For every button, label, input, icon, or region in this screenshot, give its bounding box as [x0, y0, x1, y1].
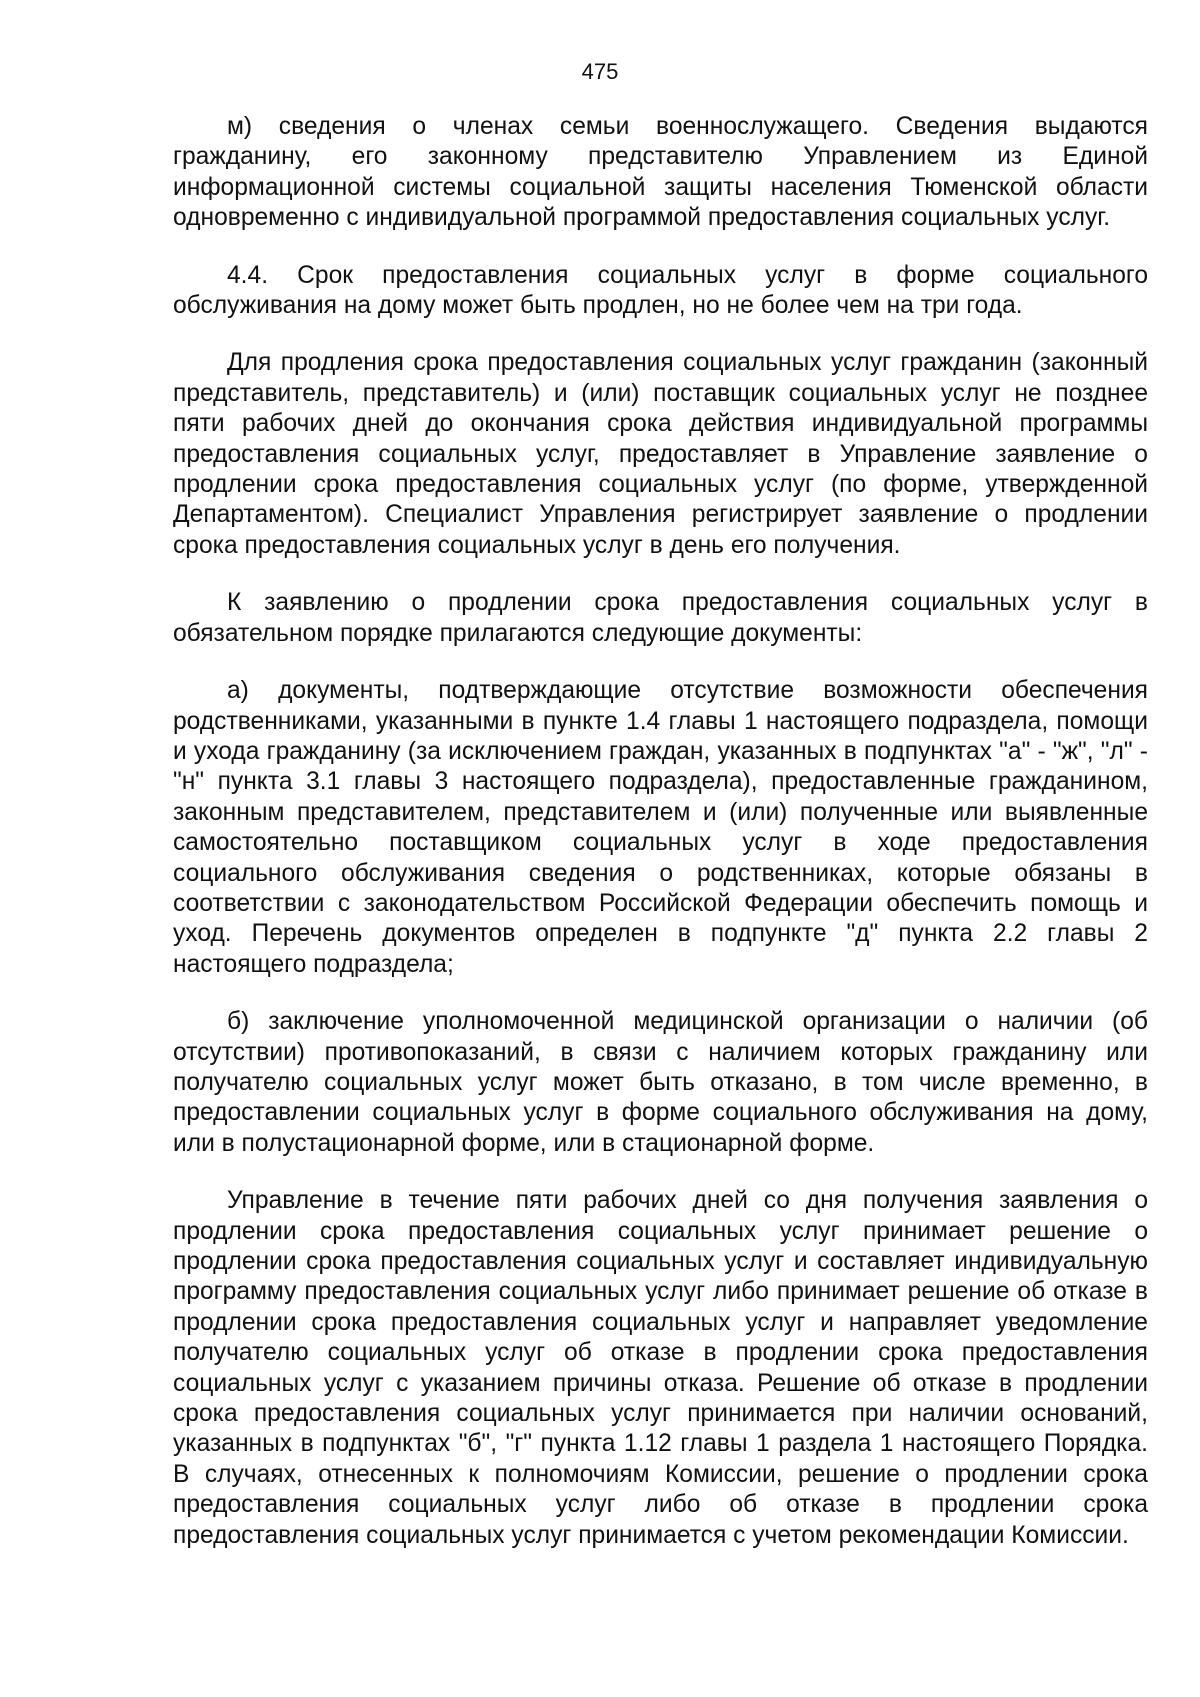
page-number: 475 [581, 59, 619, 84]
paragraph-document-b: б) заключение уполномоченной медицинской организации о наличии (об отсутствии) противопоказаний, в связи с наличием которых гражданину или получателю социальных услуг может быть отказано, в том числе временно, в предоставлении социальных услуг в форме социального обслуживания на дому, или в полустационарной форме, или в стационарной форме. [173, 1008, 1148, 1157]
paragraph-decision-procedure: Управление в течение пяти рабочих дней со дня получения заявления о продлении срока предоставления социальных услуг принимает решение о продлении срока предоставления социальных услуг и составляет индивидуальную программу предоставления социальных услуг либо принимает решение об отказе в продлении срока предоставления социальных услуг и направляет уведомление получателю социальных услуг об отказе в продлении срока предоставления социальных услуг с указанием причины отказа. Решение об отказе в продлении срока предоставления социальных услуг принимается при наличии оснований, указанных в подпунктах "б", "г" пункта 1.12 главы 1 раздела 1 настоящего Порядка. В случаях, отнесенных к полномочиям Комиссии, решение о продлении срока предоставления социальных услуг либо об отказе в продлении срока предоставления социальных услуг принимается с учетом рекомендации Комиссии. [173, 1187, 1148, 1549]
paragraph-extension-request: Для продления срока предоставления социальных услуг гражданин (законный представитель, представитель) и (или) поставщик социальных услуг не позднее пяти рабочих дней до окончания срока действия индивидуальной программы предоставления социальных услуг, предоставляет в Управление заявление о продлении срока предоставления социальных услуг (по форме, утвержденной Департаментом). Специалист Управления регистрирует заявление о продлении срока предоставления социальных услуг в день его получения. [173, 349, 1148, 559]
paragraph-clause-4-4: 4.4. Срок предоставления социальных услуг в форме социального обслуживания на дому может быть продлен, но не более чем на три года. [173, 261, 1148, 320]
paragraph-family-info: м) сведения о членах семьи военнослужащего. Сведения выдаются гражданину, его законному представителю Управлением из Единой информационной системы социальной защиты населения Тюменской области одновременно с индивидуальной программой предоставления социальных услуг. [173, 113, 1148, 232]
paragraph-required-documents-intro: К заявлению о продлении срока предоставления социальных услуг в обязательном порядке прилагаются следующие документы: [173, 589, 1148, 647]
page-body [173, 112, 1148, 1551]
paragraph-document-a: а) документы, подтверждающие отсутствие возможности обеспечения родственниками, указанными в пункте 1.4 главы 1 настоящего подраздела, помощи и ухода гражданину (за исключением граждан, указанных в подпунктах "а" - "ж", "л" - "н" пункта 3.1 главы 3 настоящего подраздела), предоставленные гражданином, законным представителем, представителем и (или) полученные или выявленные самостоятельно поставщиком социальных услуг в ходе предоставления социального обслуживания сведения о родственниках, которые обязаны в соответствии с законодательством Российской Федерации обеспечить помощь и уход. Перечень документов определен в подпункте "д" пункта 2.2 главы 2 настоящего подраздела; [173, 677, 1148, 978]
